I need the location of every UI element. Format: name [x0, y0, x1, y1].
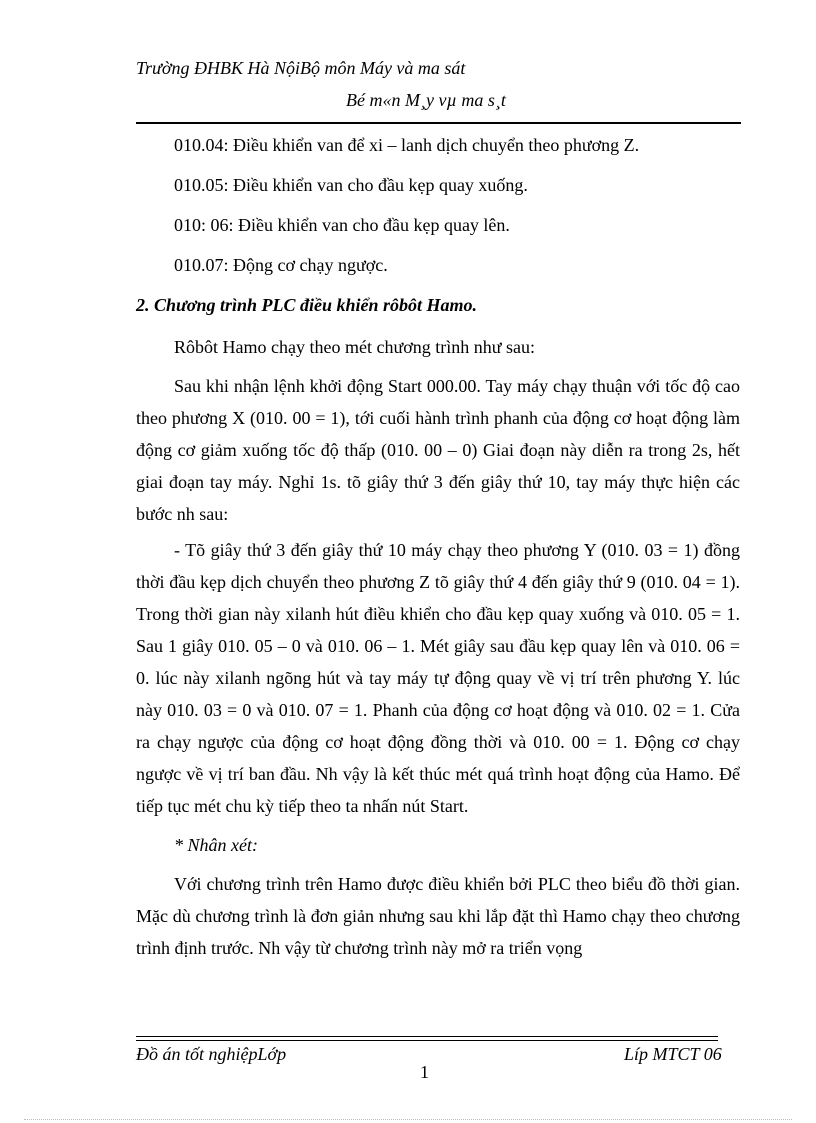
document-body	[136, 130, 740, 964]
header-school: Trường ĐHBK Hà NộiBộ môn Máy và ma sát	[136, 58, 466, 78]
paragraph-intro: Rôbôt Hamo chạy theo mét chương trình như sau:	[174, 337, 535, 357]
list-item: 010.05: Điều khiển van cho đầu kẹp quay xuống.	[174, 175, 528, 195]
page-bottom-border	[24, 1119, 792, 1120]
paragraph-steps: - Tõ giây thứ 3 đến giây thứ 10 máy chạy theo phương Y (010. 03 = 1) đồng thời đầu kẹp dịch chuyển theo phương Z tõ giây thứ 4 đến giây thứ 9 (010. 04 = 1). Trong thời gian này xilanh hút điều khiển cho đầu kẹp quay xuống và 010. 05 = 1. Sau 1 giây 010. 05 – 0 và 010. 06 – 1. Mét giây sau đầu kẹp quay lên và 010. 06 = 0. lúc này xilanh ngõng hút và tay máy tự động quay về vị trí trên phương Y. lúc này 010. 03 = 0 và 010. 07 = 1. Phanh của động cơ hoạt động và 010. 02 = 1. Cửa ra chạy ngược của động cơ hoạt động đồng thời và 010. 00 = 1. Động cơ chạy ngược về vị trí ban đầu. Nh vậy là kết thúc mét quá trình hoạt động của Hamo. Để tiếp tục mét chu kỳ tiếp theo ta nhấn nút Start.	[136, 540, 740, 816]
footer-right: Líp MTCT 06	[624, 1044, 722, 1064]
paragraph-start-sequence: Sau khi nhận lệnh khởi động Start 000.00. Tay máy chạy thuận với tốc độ cao theo phương X (010. 00 = 1), tới cuối hành trình phanh của động cơ hoạt động làm động cơ giảm xuống tốc độ thấp (010. 00 – 0) Giai đoạn này diễn ra trong 2s, hết giai đoạn tay máy. Nghỉ 1s. tõ giây thứ 3 đến giây thứ 10, tay máy thực hiện các bước nh sau:	[136, 376, 740, 524]
section-heading: 2. Chương trình PLC điều khiển rôbôt Hamo.	[136, 295, 478, 315]
list-item: 010.07: Động cơ chạy ngược.	[174, 255, 388, 275]
footer-rule-top	[136, 1036, 718, 1037]
list-item: 010.04: Điều khiển van để xi – lanh dịch chuyển theo phương Z.	[174, 135, 640, 155]
list-item: 010: 06: Điều khiển van cho đầu kẹp quay lên.	[174, 215, 510, 235]
footer-rule-bottom	[136, 1040, 718, 1041]
paragraph-remark: Với chương trình trên Hamo được điều khiển bởi PLC theo biểu đồ thời gian. Mặc dù chương trình là đơn giản nhưng sau khi lắp đặt thì Hamo chạy theo chương trình định trước. Nh vậy từ chương trình này mở ra triển vọng	[136, 874, 740, 958]
note-label: * Nhân xét:	[174, 835, 258, 855]
header-department: Bé m«n M¸y vµ ma s¸t	[346, 90, 506, 110]
page-number: 1	[420, 1062, 429, 1082]
header-rule	[136, 122, 741, 124]
footer-left: Đồ án tốt nghiệpLớp	[136, 1044, 287, 1064]
